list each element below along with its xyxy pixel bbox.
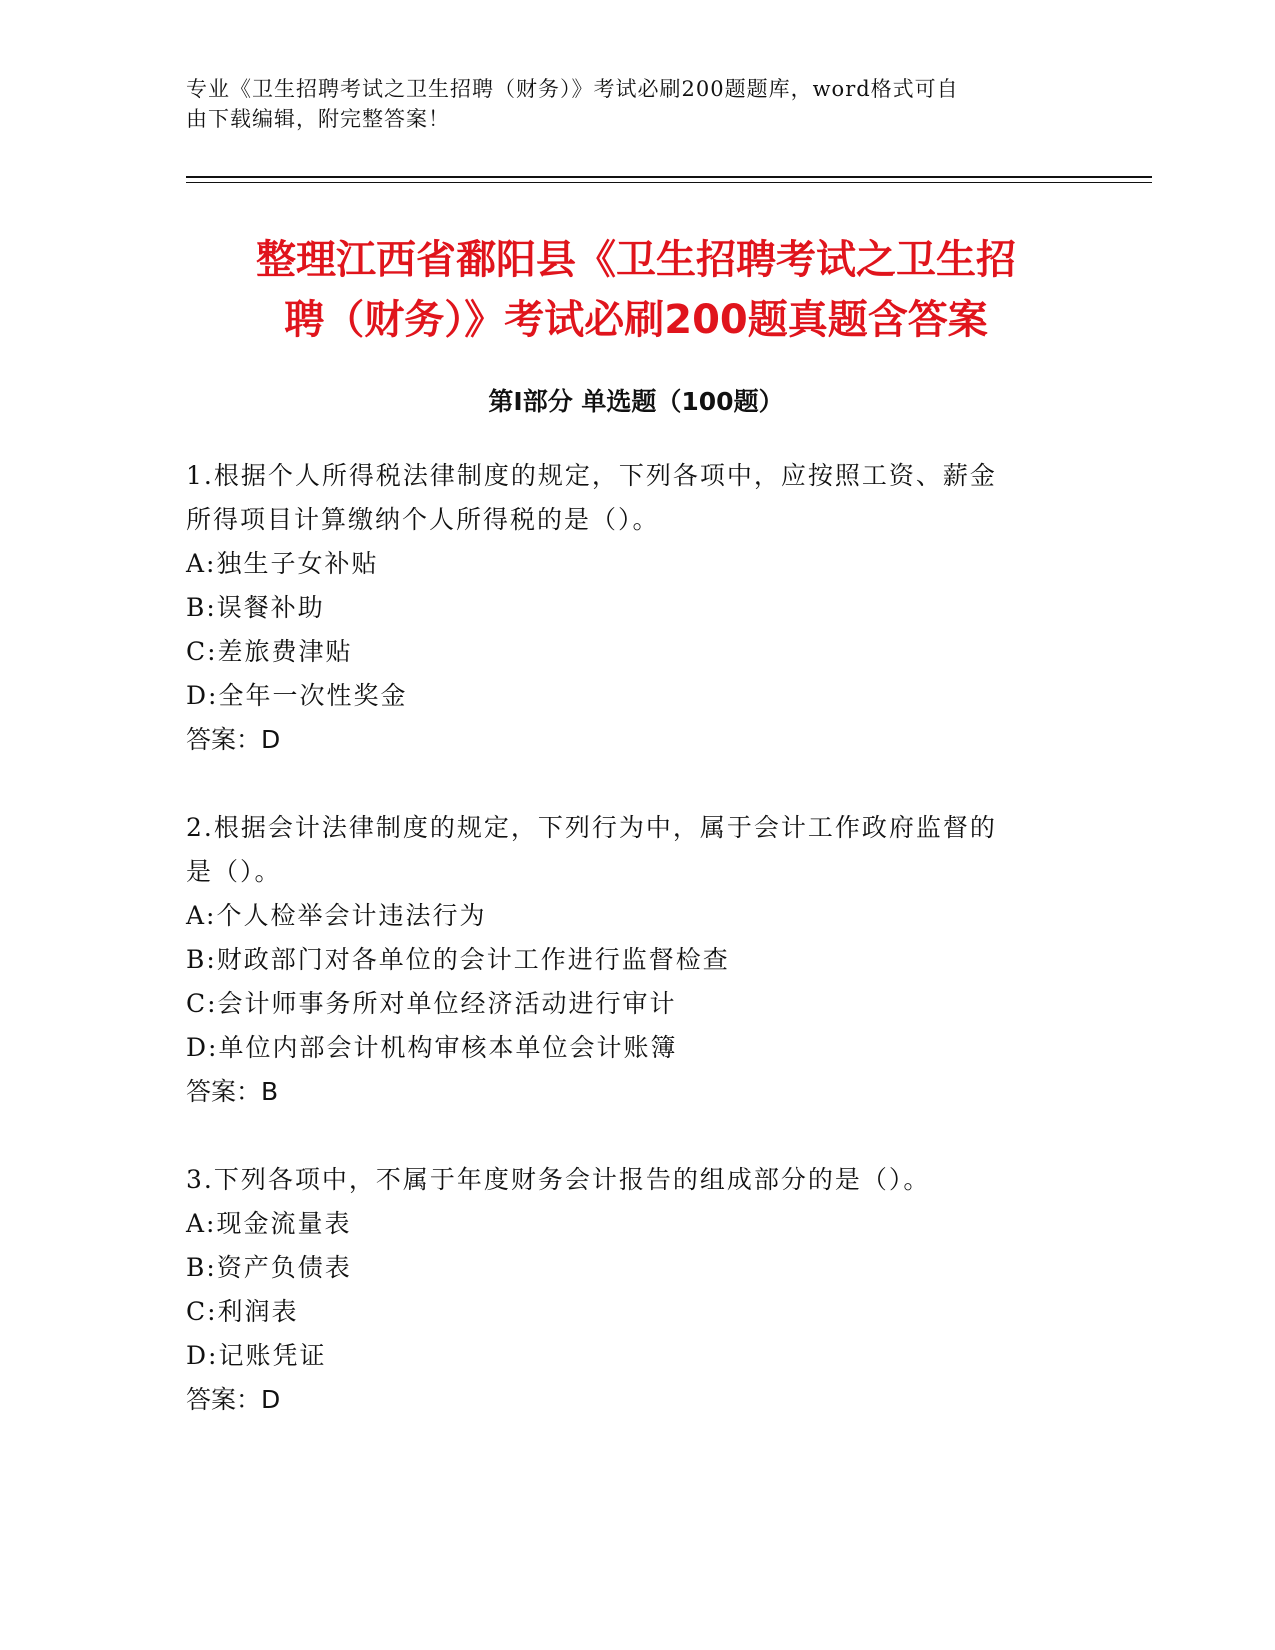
option-a: A:现金流量表 bbox=[186, 1209, 352, 1238]
option-c: C:差旅费津贴 bbox=[186, 637, 353, 666]
question-stem-line: 2.根据会计法律制度的规定，下列行为中，属于会计工作政府监督的 bbox=[186, 813, 997, 842]
header-note-line-1: 专业《卫生招聘考试之卫生招聘（财务）》考试必刷200题题库，word格式可自 bbox=[186, 77, 959, 101]
answer-line: 答案：D bbox=[186, 725, 281, 754]
option-a: A:个人检举会计违法行为 bbox=[186, 901, 487, 930]
document-title-line-2: 聘（财务）》考试必刷200题真题含答案 bbox=[284, 297, 988, 343]
header-note-line-2: 由下载编辑，附完整答案！ bbox=[186, 107, 450, 131]
answer-line: 答案：B bbox=[186, 1077, 279, 1106]
option-b: B:误餐补助 bbox=[186, 593, 325, 622]
answer-line: 答案：D bbox=[186, 1385, 281, 1414]
header-note bbox=[186, 74, 1066, 134]
header-rule-thin bbox=[186, 182, 1152, 183]
section-heading: 第I部分 单选题（100题） bbox=[488, 387, 784, 416]
option-d: D:单位内部会计机构审核本单位会计账簿 bbox=[186, 1033, 678, 1062]
option-c: C:利润表 bbox=[186, 1297, 299, 1326]
option-b: B:资产负债表 bbox=[186, 1253, 352, 1282]
question-stem-line: 是（）。 bbox=[186, 857, 282, 886]
document-title-line-1: 整理江西省鄱阳县《卫生招聘考试之卫生招 bbox=[256, 237, 1016, 283]
document-title bbox=[186, 230, 1086, 350]
option-a: A:独生子女补贴 bbox=[186, 549, 379, 578]
option-d: D:全年一次性奖金 bbox=[186, 681, 408, 710]
option-b: B:财政部门对各单位的会计工作进行监督检查 bbox=[186, 945, 730, 974]
option-c: C:会计师事务所对单位经济活动进行审计 bbox=[186, 989, 677, 1018]
question-stem-line: 所得项目计算缴纳个人所得税的是（）。 bbox=[186, 505, 660, 534]
header-rule-thick bbox=[186, 176, 1152, 178]
question-stem-line: 1.根据个人所得税法律制度的规定，下列各项中，应按照工资、薪金 bbox=[186, 461, 997, 490]
option-d: D:记账凭证 bbox=[186, 1341, 327, 1370]
question-stem-line: 3.下列各项中，不属于年度财务会计报告的组成部分的是（）。 bbox=[186, 1165, 931, 1194]
